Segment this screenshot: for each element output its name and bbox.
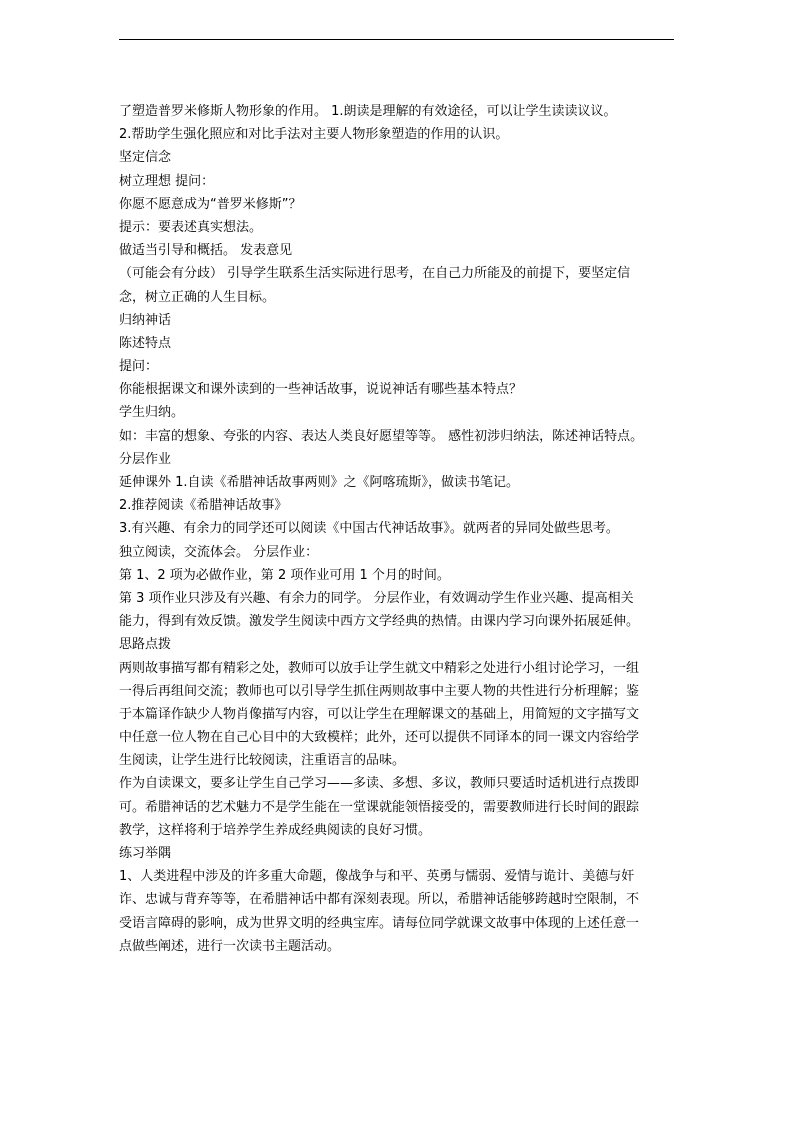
text-line: 练习举隅 xyxy=(119,846,172,861)
text-line: 中任意一位人物在自己心目中的大致模样；此外，还可以提供不同译本的同一课文内容给学 xyxy=(119,730,640,746)
text-line: 于本篇译作缺少人物肖像描写内容，可以让学生在理解课文的基础上，用简短的文字描写文 xyxy=(119,706,640,722)
text-line: 2.帮助学生强化照应和对比手法对主要人物形象塑造的作用的认识。 xyxy=(119,127,509,143)
text-line: 1、人类进程中涉及的许多重大命题，像战争与和平、英勇与懦弱、爱情与诡计、美德与奸 xyxy=(119,869,635,885)
text-line: 思路点拨 xyxy=(119,637,172,653)
text-line: 独立阅读，交流体会。 分层作业： xyxy=(119,544,319,560)
text-line: 念，树立正确的人生目标。 xyxy=(119,289,276,305)
text-line: 能力，得到有效反馈。激发学生阅读中西方文学经典的热情。由课内学习向课外拓展延伸。 xyxy=(119,614,640,630)
text-line: 点做些阐述，进行一次读书主题活动。 xyxy=(119,938,341,954)
text-line: 提示：要表述真实想法。 xyxy=(119,219,263,235)
text-line: 如：丰富的想象、夸张的内容、表达人类良好愿望等等。 感性初涉归纳法，陈述神话特点。 xyxy=(119,428,644,444)
text-line: 教学，这样将利于培养学生养成经典阅读的良好习惯。 xyxy=(119,822,432,838)
text-line: 第 1、2 项为必做作业，第 2 项作业可用 1 个月的时间。 xyxy=(119,567,450,583)
text-line: 树立理想 提问： xyxy=(119,173,215,189)
text-line: 3.有兴趣、有余力的同学还可以阅读《中国古代神话故事》。就两者的异同处做些思考。 xyxy=(119,521,619,537)
text-line: 诈、忠诚与背弃等等，在希腊神话中都有深刻表现。所以，希腊神话能够跨越时空限制，不 xyxy=(119,892,640,908)
header-rule xyxy=(119,39,674,40)
text-line: 两则故事描写都有精彩之处，教师可以放手让学生就文中精彩之处进行小组讨论学习，一组 xyxy=(119,660,640,676)
text-line: 一得后再组间交流；教师也可以引导学生抓住两则故事中主要人物的共性进行分析理解；鉴 xyxy=(119,683,640,699)
text-line: 生阅读，让学生进行比较阅读，注重语言的品味。 xyxy=(119,753,406,769)
text-line: 归纳神话 xyxy=(119,312,172,328)
text-line: 受语言障碍的影响，成为世界文明的经典宝库。请每位同学就课文故事中体现的上述任意一 xyxy=(119,915,640,931)
text-line: 了塑造普罗米修斯人物形象的作用。 1.朗读是理解的有效途径，可以让学生读读议议。 xyxy=(119,104,617,119)
text-line: 延伸课外 1.自读《希腊神话故事两则》之《阿喀琉斯》，做读书笔记。 xyxy=(119,475,520,490)
text-line: 2.推荐阅读《希腊神话故事》 xyxy=(119,498,288,514)
text-line: （可能会有分歧） 引导学生联系生活实际进行思考，在自己力所能及的前提下，要坚定信 xyxy=(119,266,631,282)
text-line: 第 3 项作业只涉及有兴趣、有余力的同学。 分层作业，有效调动学生作业兴趣、提高相关 xyxy=(119,590,634,606)
text-line: 学生归纳。 xyxy=(119,405,185,421)
document-body xyxy=(119,100,679,958)
text-line: 提问： xyxy=(119,359,159,375)
text-line: 做适当引导和概括。 发表意见 xyxy=(119,243,293,259)
text-line: 你愿不愿意成为“普罗米修斯”？ xyxy=(119,196,302,212)
text-line: 可。希腊神话的艺术魅力不是学生能在一堂课就能领悟接受的，需要教师进行长时间的跟踪 xyxy=(119,799,640,815)
text-line: 你能根据课文和课外读到的一些神话故事，说说神话有哪些基本特点？ xyxy=(119,382,523,398)
text-line: 坚定信念 xyxy=(119,150,172,166)
text-line: 分层作业 xyxy=(119,451,172,467)
text-line: 作为自读课文，要多让学生自己学习——多读、多想、多议，教师只要适时适机进行点拨即 xyxy=(119,776,640,792)
text-line: 陈述特点 xyxy=(119,335,172,351)
